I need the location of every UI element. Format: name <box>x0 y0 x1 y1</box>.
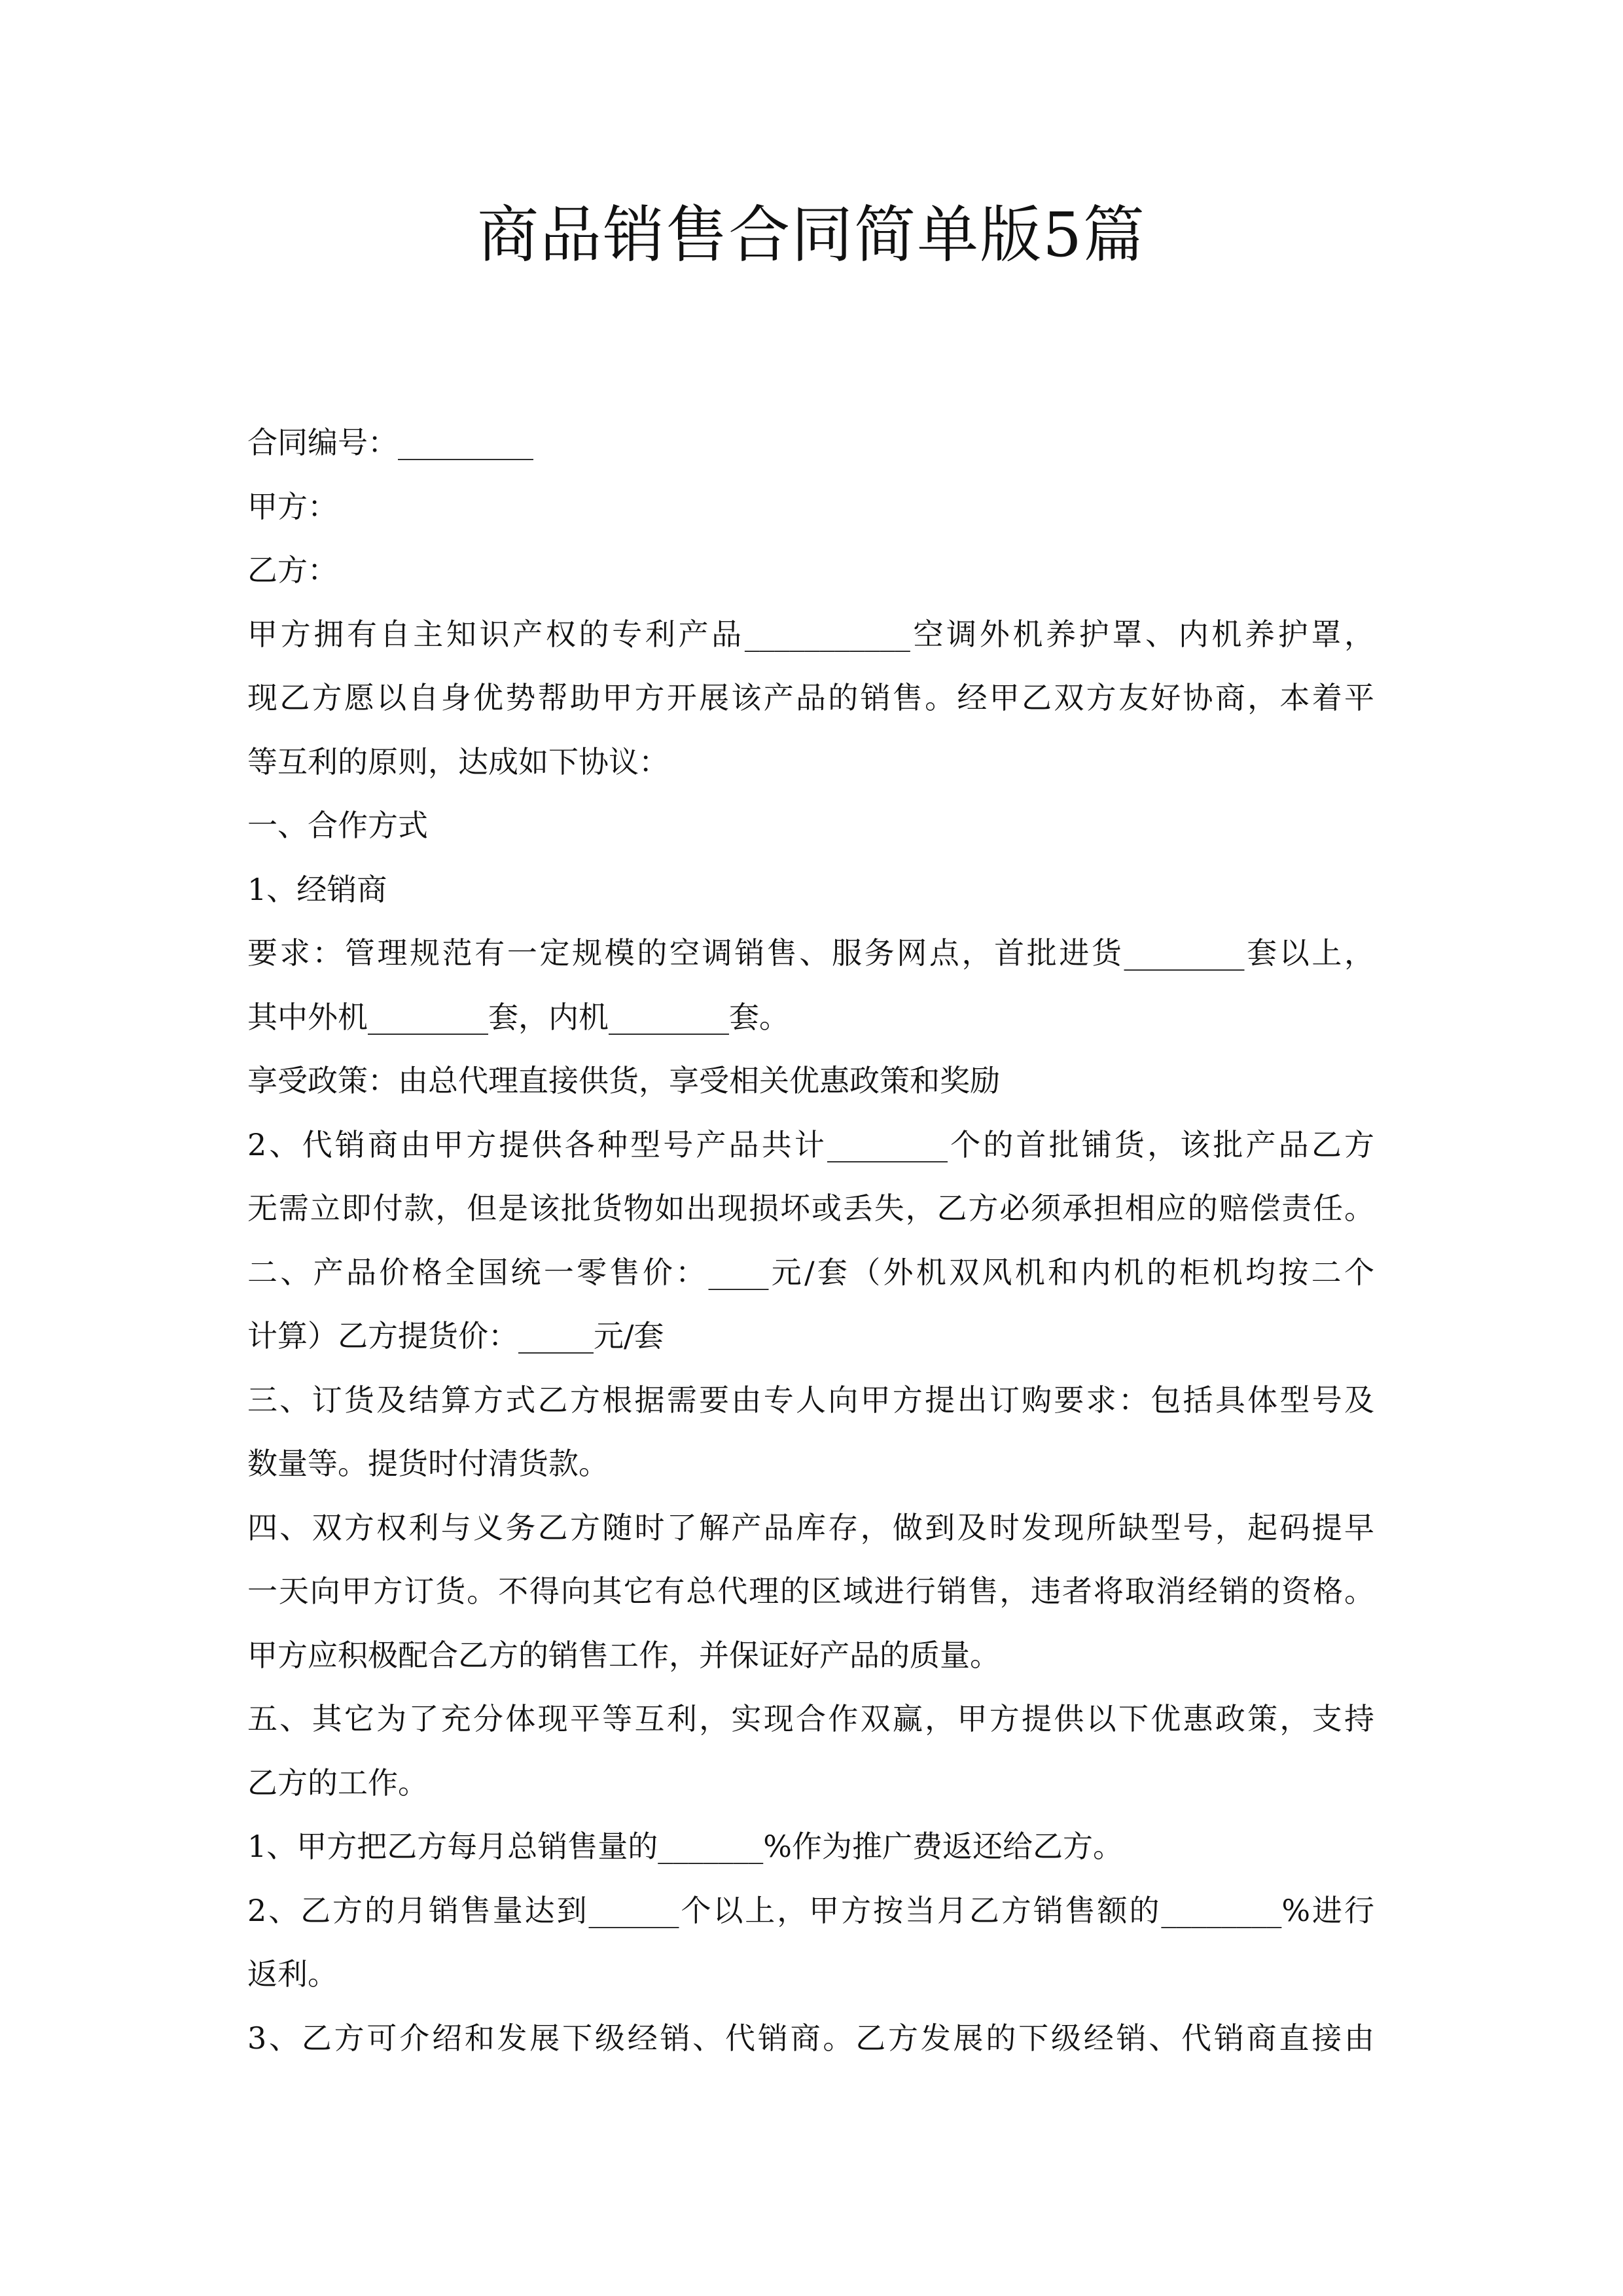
party-a-line: 甲方： <box>247 488 338 524</box>
paragraph-line: 2、代销商由甲方提供各种型号产品共计________个的首批铺货，该批产品乙方 <box>247 1126 1374 1162</box>
party-b-line: 乙方： <box>247 552 338 588</box>
section-heading: 四、双方权利与义务乙方随时了解产品库存，做到及时发现所缺型号，起码提早 <box>247 1509 1374 1545</box>
paragraph-line: 要求：管理规范有一定规模的空调销售、服务网点，首批进货________套以上， <box>247 935 1374 971</box>
paragraph-line: 计算）乙方提货价：_____元/套 <box>247 1318 664 1354</box>
contract-number-line: 合同编号：_________ <box>247 425 533 460</box>
paragraph-line: 甲方应积极配合乙方的销售工作，并保证好产品的质量。 <box>247 1637 1000 1673</box>
paragraph-line: 享受政策：由总代理直接供货，享受相关优惠政策和奖励 <box>247 1063 1000 1098</box>
section-heading: 二、产品价格全国统一零售价：____元/套（外机双风机和内机的柜机均按二个 <box>247 1254 1374 1290</box>
paragraph-line: 1、甲方把乙方每月总销售量的_______%作为推广费返还给乙方。 <box>247 1829 1123 1864</box>
paragraph-line: 一天向甲方订货。不得向其它有总代理的区域进行销售，违者将取消经销的资格。 <box>247 1573 1374 1609</box>
section-heading: 一、合作方式 <box>247 808 428 843</box>
preamble-line: 等互利的原则，达成如下协议： <box>247 744 669 780</box>
preamble-line: 现乙方愿以自身优势帮助甲方开展该产品的销售。经甲乙双方友好协商，本着平 <box>247 680 1374 715</box>
paragraph-line: 2、乙方的月销售量达到______个以上，甲方按当月乙方销售额的________%进行 <box>247 1892 1374 1928</box>
paragraph-line: 数量等。提货时付清货款。 <box>247 1446 609 1481</box>
paragraph-line: 无需立即付款，但是该批货物如出现损坏或丢失，乙方必须承担相应的赔偿责任。 <box>247 1191 1374 1226</box>
document-title: 商品销售合同简单版5篇 <box>477 200 1146 271</box>
paragraph-line: 乙方的工作。 <box>247 1765 428 1801</box>
subsection-heading: 1、经销商 <box>247 871 387 907</box>
paragraph-line: 返利。 <box>247 1956 338 1992</box>
document-body <box>247 411 1374 2070</box>
section-heading: 三、订货及结算方式乙方根据需要由专人向甲方提出订购要求：包括具体型号及 <box>247 1382 1374 1418</box>
paragraph-line: 其中外机________套，内机________套。 <box>247 999 789 1035</box>
section-heading: 五、其它为了充分体现平等互利，实现合作双赢，甲方提供以下优惠政策，支持 <box>247 1701 1374 1736</box>
paragraph-line: 3、乙方可介绍和发展下级经销、代销商。乙方发展的下级经销、代销商直接由 <box>247 2020 1374 2056</box>
preamble-line: 甲方拥有自主知识产权的专利产品___________空调外机养护罩、内机养护罩， <box>247 616 1374 652</box>
